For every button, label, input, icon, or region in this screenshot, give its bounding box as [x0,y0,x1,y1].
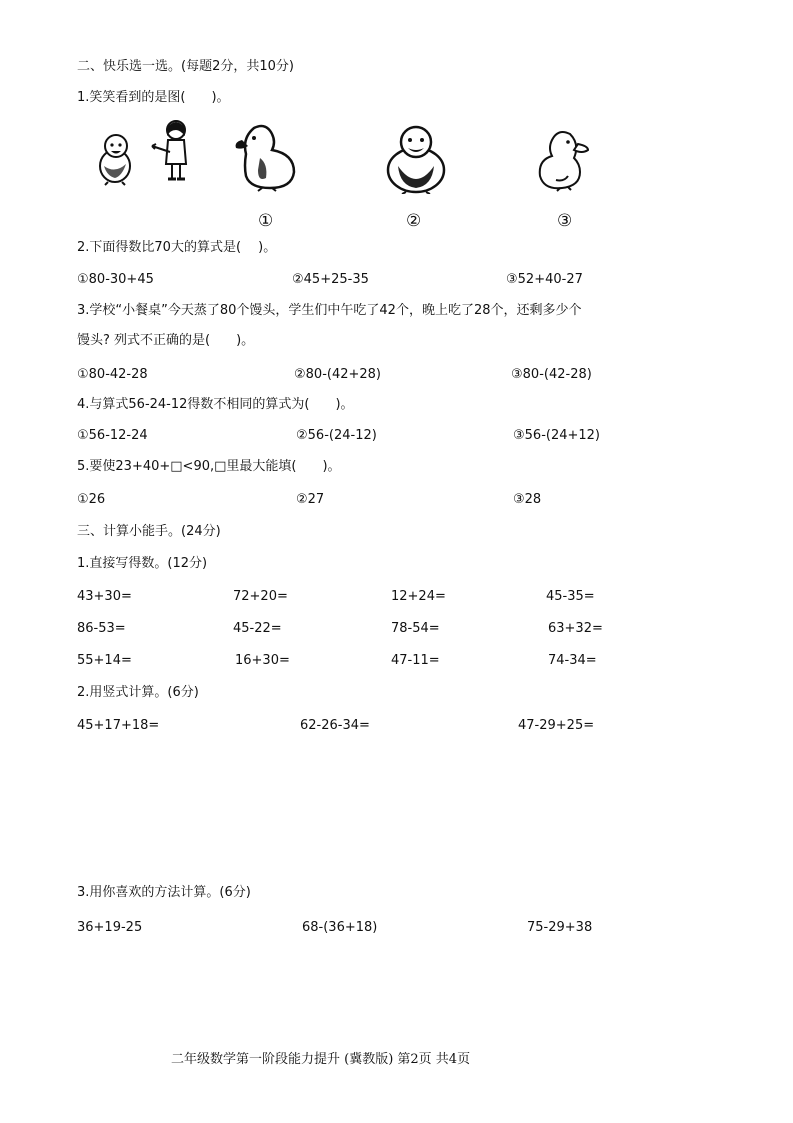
page-footer: 二年级数学第一阶段能力提升 (冀教版) 第2页 共4页 [171,1052,471,1067]
q2-option-3: ③52+40-27 [506,272,583,287]
girl-looking-at-duck-illustration [90,116,200,188]
duck-side-view-figure-1 [232,118,302,192]
q4-question: 4.与算式56-24-12得数不相同的算式为( )。 [77,397,354,412]
mental-math-item: 78-54= [391,621,440,636]
q3-option-3: ③80-(42-28) [511,367,592,382]
mental-math-item: 45-35= [546,589,595,604]
mental-math-item: 47-11= [391,653,440,668]
mental-math-item: 72+20= [233,589,288,604]
mental-math-item: 43+30= [77,589,132,604]
vertical-calc-item: 62-26-34= [300,718,370,733]
mental-math-item: 86-53= [77,621,126,636]
section-2-title: 二、快乐选一选。(每题2分，共10分) [77,59,294,74]
small-duck-icon [100,135,130,185]
q2-question: 2.下面得数比70大的算式是( )。 [77,240,277,255]
q3-question-line-2: 馒头? 列式不正确的是( )。 [77,333,255,348]
section-3-title: 三、计算小能手。(24分) [77,524,221,539]
part-2-title: 2.用竖式计算。(6分) [77,685,199,700]
q2-option-1: ①80-30+45 [77,272,154,287]
q1-question: 1.笑笑看到的是图( )。 [77,90,230,105]
q5-question: 5.要使23+40+□<90,□里最大能填( )。 [77,459,341,474]
q5-option-1: ①26 [77,492,106,507]
q1-choice-3-label: ③ [557,211,573,231]
q2-option-2: ②45+25-35 [292,272,369,287]
free-method-item: 75-29+38 [527,920,593,935]
q3-option-2: ②80-(42+28) [294,367,382,382]
mental-math-item: 74-34= [548,653,597,668]
q5-option-3: ③28 [513,492,542,507]
mental-math-item: 16+30= [235,653,290,668]
vertical-calc-item: 47-29+25= [518,718,595,733]
girl-icon [152,121,186,179]
q1-choice-2-label: ② [406,211,422,231]
q1-choice-1-label: ① [258,211,274,231]
q3-question-line-1: 3.学校“小餐桌”今天蒸了80个馒头，学生们中午吃了42个，晚上吃了28个，还剩多少个 [77,303,582,318]
duck-front-view-figure-2 [380,122,452,194]
free-method-item: 68-(36+18) [302,920,378,935]
vertical-calc-item: 45+17+18= [77,718,160,733]
mental-math-item: 12+24= [391,589,446,604]
part-3-title: 3.用你喜欢的方法计算。(6分) [77,885,251,900]
q4-option-2: ②56-(24-12) [296,428,377,443]
q4-option-1: ①56-12-24 [77,428,148,443]
part-1-title: 1.直接写得数。(12分) [77,556,208,571]
q3-option-1: ①80-42-28 [77,367,148,382]
mental-math-item: 45-22= [233,621,282,636]
duck-side-view-figure-3 [534,124,596,192]
free-method-item: 36+19-25 [77,920,143,935]
mental-math-item: 63+32= [548,621,603,636]
q5-option-2: ②27 [296,492,325,507]
q4-option-3: ③56-(24+12) [513,428,601,443]
mental-math-item: 55+14= [77,653,132,668]
